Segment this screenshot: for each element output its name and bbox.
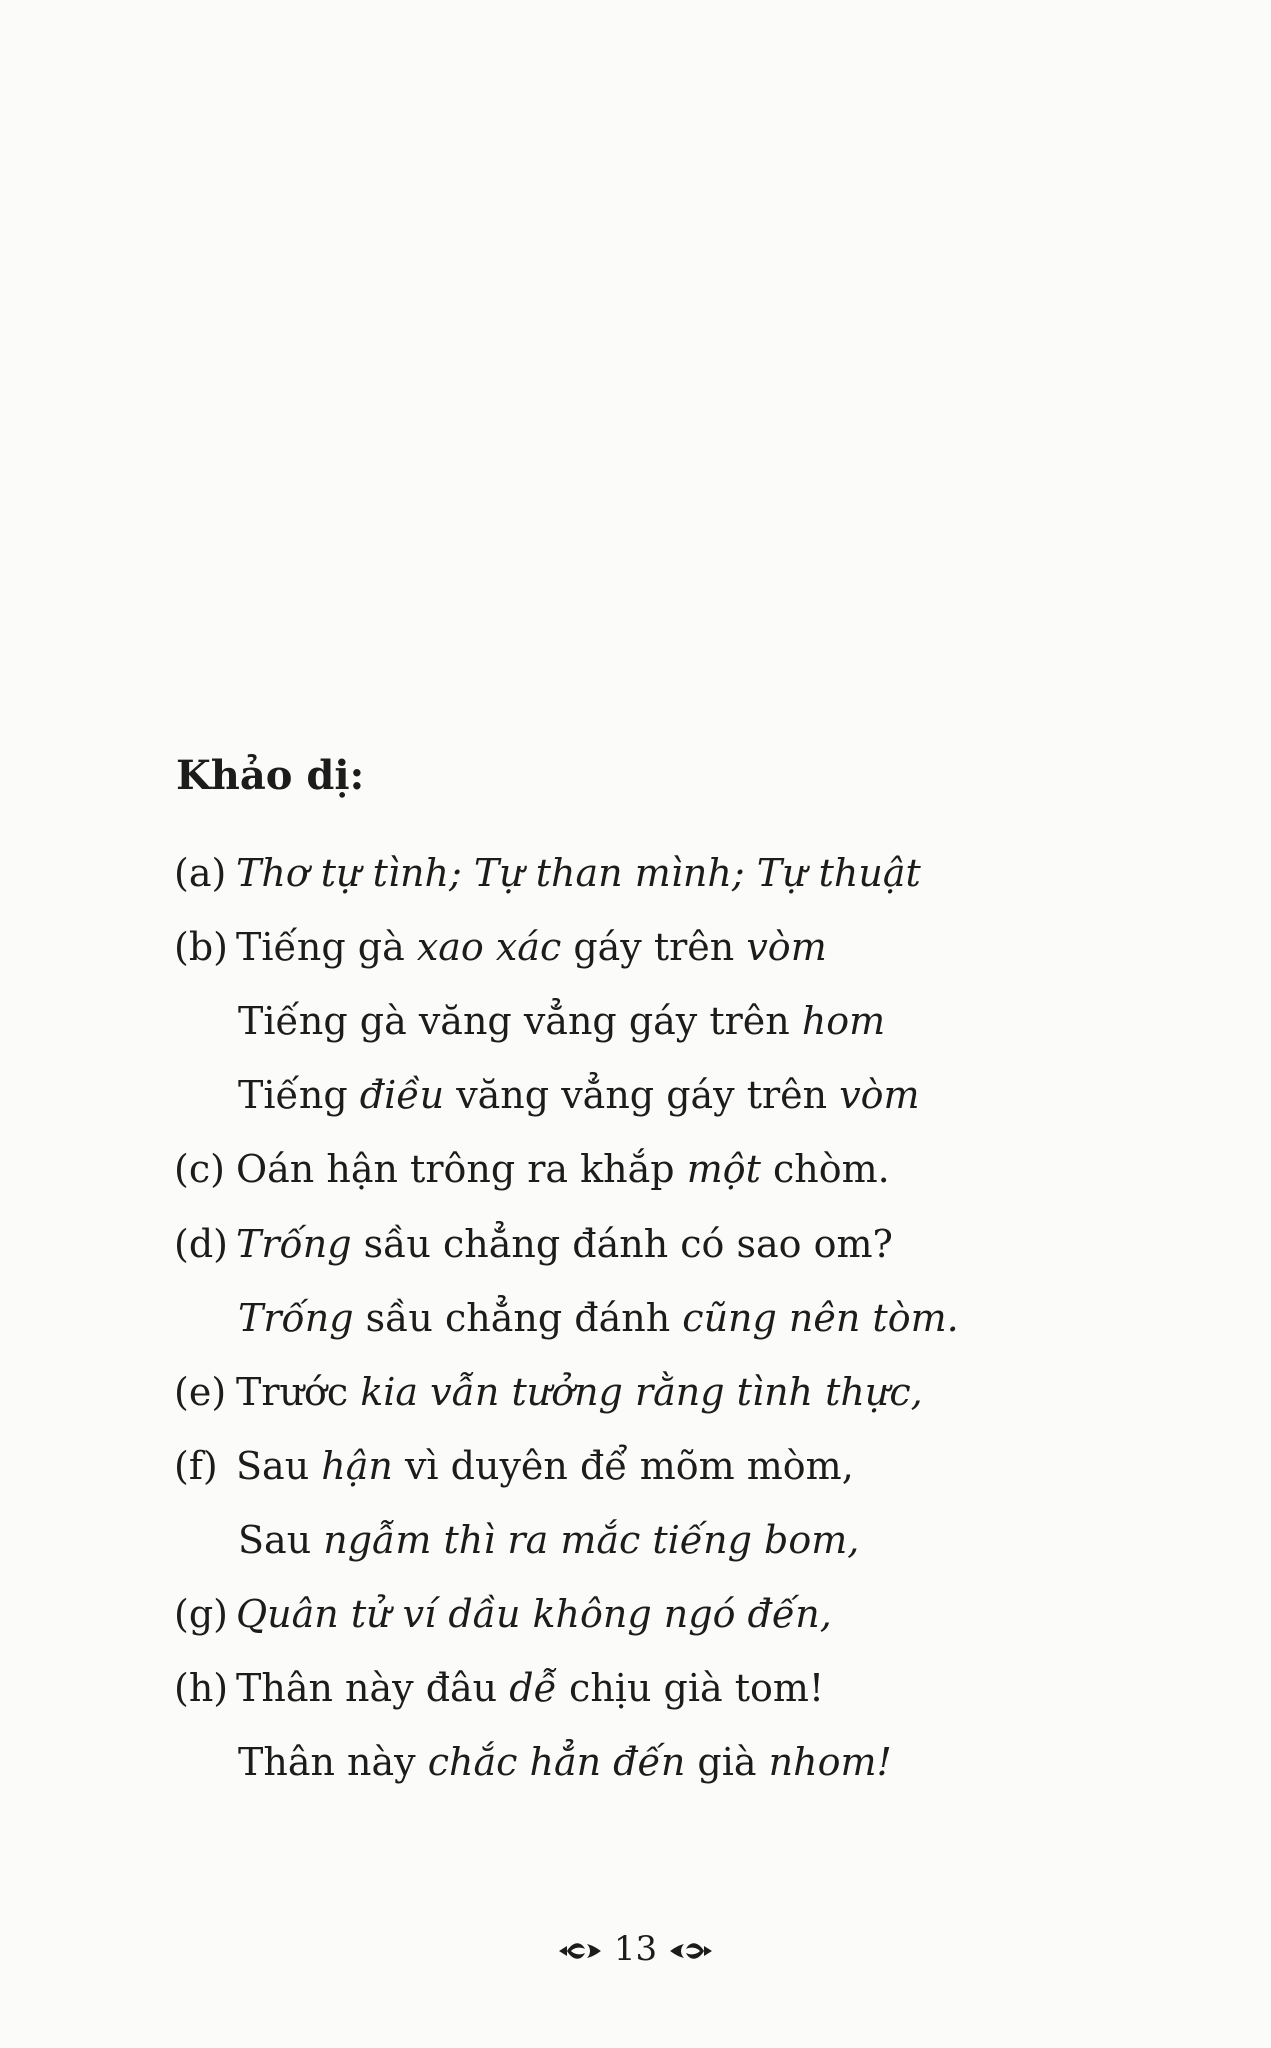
italic-text-segment: cũng nên tòm. [682,1296,959,1340]
text-segment: sầu chẳng đánh có sao om? [351,1222,893,1266]
text-segment: Tiếng gà văng vẳng gáy trên [238,999,802,1043]
reading-line [238,1288,959,1348]
reading-line [238,1732,892,1792]
text-segment: văng vẳng gáy trên [444,1073,840,1117]
italic-text-segment: hận [321,1444,393,1488]
text-segment: Sau [238,1518,324,1562]
line-label: (g) [174,1592,228,1636]
text-segment: vì duyên để mõm mòm, [392,1444,854,1488]
italic-text-segment: hom [801,999,886,1043]
text-segment: Tiếng gà [236,925,417,969]
italic-text-segment: ngẫm thì ra mắc tiếng bom, [323,1518,860,1562]
left-ornament-icon [557,1938,603,1964]
reading-line [174,843,921,903]
page-number-footer [0,1924,1271,1974]
text-segment: Oán hận trông ra khắp [236,1147,687,1191]
reading-line [174,1214,893,1274]
text-segment: Trước [236,1370,361,1414]
line-label: (c) [174,1147,225,1191]
line-label: (d) [174,1222,228,1266]
text-segment: già [685,1740,769,1784]
italic-text-segment: một [686,1147,761,1191]
text-segment: Tiếng [238,1073,360,1117]
line-label: (a) [174,851,227,895]
italic-text-segment: Trống [236,1222,352,1266]
text-segment: Thân này đâu [236,1666,510,1710]
reading-line [238,1510,859,1570]
reading-line [174,1436,854,1496]
italic-text-segment: kia vẫn tưởng rằng tình thực, [360,1370,923,1414]
italic-text-segment: dễ [509,1666,557,1710]
italic-text-segment: vòm [839,1073,920,1117]
line-label: (e) [174,1370,227,1414]
reading-line [174,1362,923,1422]
text-segment: Thân này [238,1740,428,1784]
text-segment: gáy trên [561,925,747,969]
italic-text-segment: xao xác [416,925,562,969]
text-segment: chòm. [760,1147,890,1191]
reading-line [174,1139,890,1199]
page-number: 13 [613,1929,658,1969]
reading-line [238,1065,920,1125]
right-ornament-icon [668,1938,714,1964]
text-segment: Sau [236,1444,322,1488]
italic-text-segment: nhom! [768,1740,892,1784]
italic-text-segment: Thơ tự tình; Tự than mình; Tự thuật [236,851,921,895]
line-label: (h) [174,1666,229,1710]
section-heading: Khảo dị: [176,752,365,799]
line-label: (f) [174,1444,218,1488]
italic-text-segment: Quân tử ví dầu không ngó đến, [236,1592,832,1636]
reading-line [174,1584,832,1644]
reading-line [174,1658,824,1718]
text-segment: sầu chẳng đánh [353,1296,683,1340]
italic-text-segment: chắc hẳn đến [427,1740,686,1784]
text-segment: chịu già tom! [556,1666,825,1710]
reading-line [238,991,885,1051]
italic-text-segment: điều [359,1073,445,1117]
line-label: (b) [174,925,228,969]
reading-line [174,917,827,977]
italic-text-segment: Trống [238,1296,354,1340]
italic-text-segment: vòm [746,925,827,969]
